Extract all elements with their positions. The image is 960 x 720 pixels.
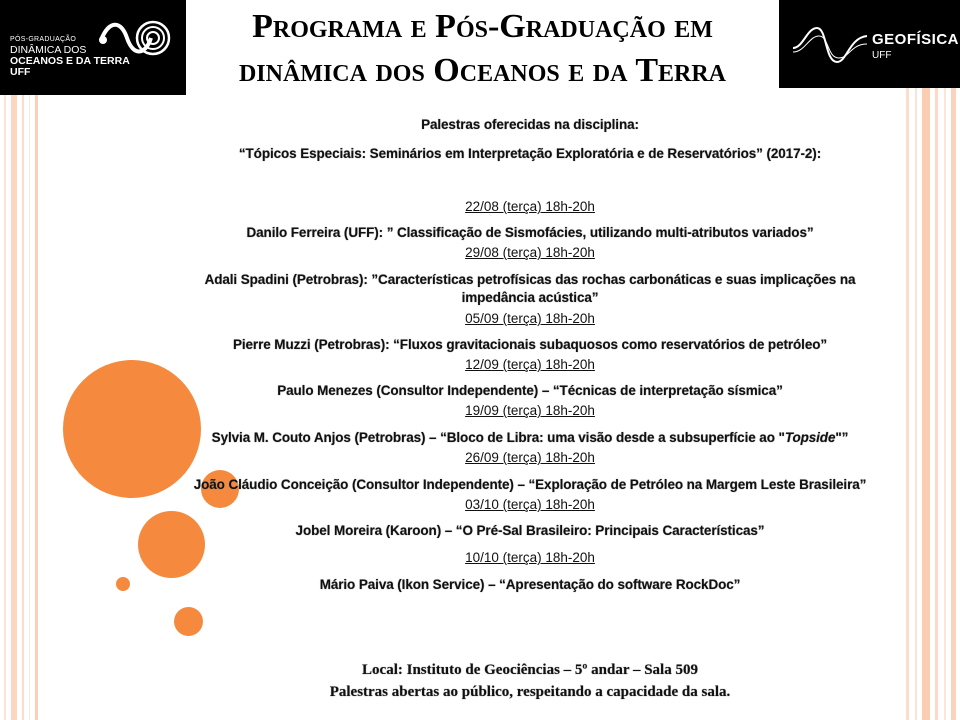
footer-note: Palestras abertas ao público, respeitando a capacidade da sala. <box>329 684 731 700</box>
decor-stripe <box>29 0 30 720</box>
talk-date: 12/09 (terça) 18h-20h <box>465 357 595 372</box>
intro-line2: “Tópicos Especiais: Seminários em Interpretação Exploratória e de Reservatórios” (2017-2): <box>238 146 822 161</box>
talk-text <box>100 430 960 445</box>
talk-text-end: "” <box>835 430 849 445</box>
logo-geofisica: GEOFÍSICA <box>872 31 960 48</box>
talk-text: Jobel Moreira (Karoon) – “O Pré-Sal Brasileiro: Principais Características” <box>295 523 765 538</box>
page-title-line1: Programa e Pós-Graduação em <box>252 8 713 45</box>
talk-date: 29/08 (terça) 18h-20h <box>465 245 595 260</box>
talk-text: João Cláudio Conceição (Consultor Independente) – “Exploração de Petróleo na Margem Leste Brasileira” <box>193 477 867 492</box>
logo-small-text: PÓS-GRADUAÇÃO <box>10 36 77 43</box>
decor-circle-medium <box>138 511 205 578</box>
talk-date: 05/09 (terça) 18h-20h <box>465 311 595 326</box>
decor-stripe <box>4 0 6 720</box>
talk-text: Mário Paiva (Ikon Service) – “Apresentação do software RockDoc” <box>319 577 741 592</box>
geofisica-uff-logo <box>779 0 960 88</box>
dot-uff-logo <box>0 0 186 95</box>
logo-line2: OCEANOS E DA TERRA <box>10 55 130 67</box>
seismic-wave-icon <box>791 18 869 68</box>
logo-line3: UFF <box>10 66 31 78</box>
talk-text: Paulo Menezes (Consultor Independente) – “Técnicas de interpretação sísmica” <box>277 383 783 398</box>
talk-text-main: Sylvia M. Couto Anjos (Petrobras) – “Bloco de Libra: uma visão desde a subsuperfície ao " <box>211 430 785 445</box>
talk-date: 26/09 (terça) 18h-20h <box>465 450 595 465</box>
talk-text: Pierre Muzzi (Petrobras): “Fluxos gravitacionais subaquosos como reservatórios de petróleo” <box>232 337 828 352</box>
talk-date: 03/10 (terça) 18h-20h <box>465 497 595 512</box>
logo-uff: UFF <box>872 50 892 61</box>
talk-date: 22/08 (terça) 18h-20h <box>465 199 595 214</box>
page-title-line2: dinâmica dos Oceanos e da Terra <box>238 52 727 89</box>
footer-location: Local: Instituto de Geociências – 5º andar – Sala 509 <box>362 662 698 678</box>
talk-text-cont: impedância acústica” <box>461 290 599 305</box>
decor-stripe <box>22 0 24 720</box>
decor-stripe <box>35 0 38 720</box>
intro-line1: Palestras oferecidas na disciplina: <box>421 117 639 132</box>
talk-text: Adali Spadini (Petrobras): ”Características petrofísicas das rochas carbonáticas e suas implicações na <box>204 272 856 287</box>
decor-stripe <box>11 0 17 720</box>
talk-date: 10/10 (terça) 18h-20h <box>465 550 595 565</box>
talk-text-italic: Topside <box>784 430 836 445</box>
decor-circle-small <box>174 607 203 636</box>
talk-date: 19/09 (terça) 18h-20h <box>465 403 595 418</box>
talk-text: Danilo Ferreira (UFF): ” Classificação de Sismofácies, utilizando multi-atributos variados” <box>246 225 814 240</box>
logo-line1: DINÂMICA DOS <box>10 44 87 56</box>
